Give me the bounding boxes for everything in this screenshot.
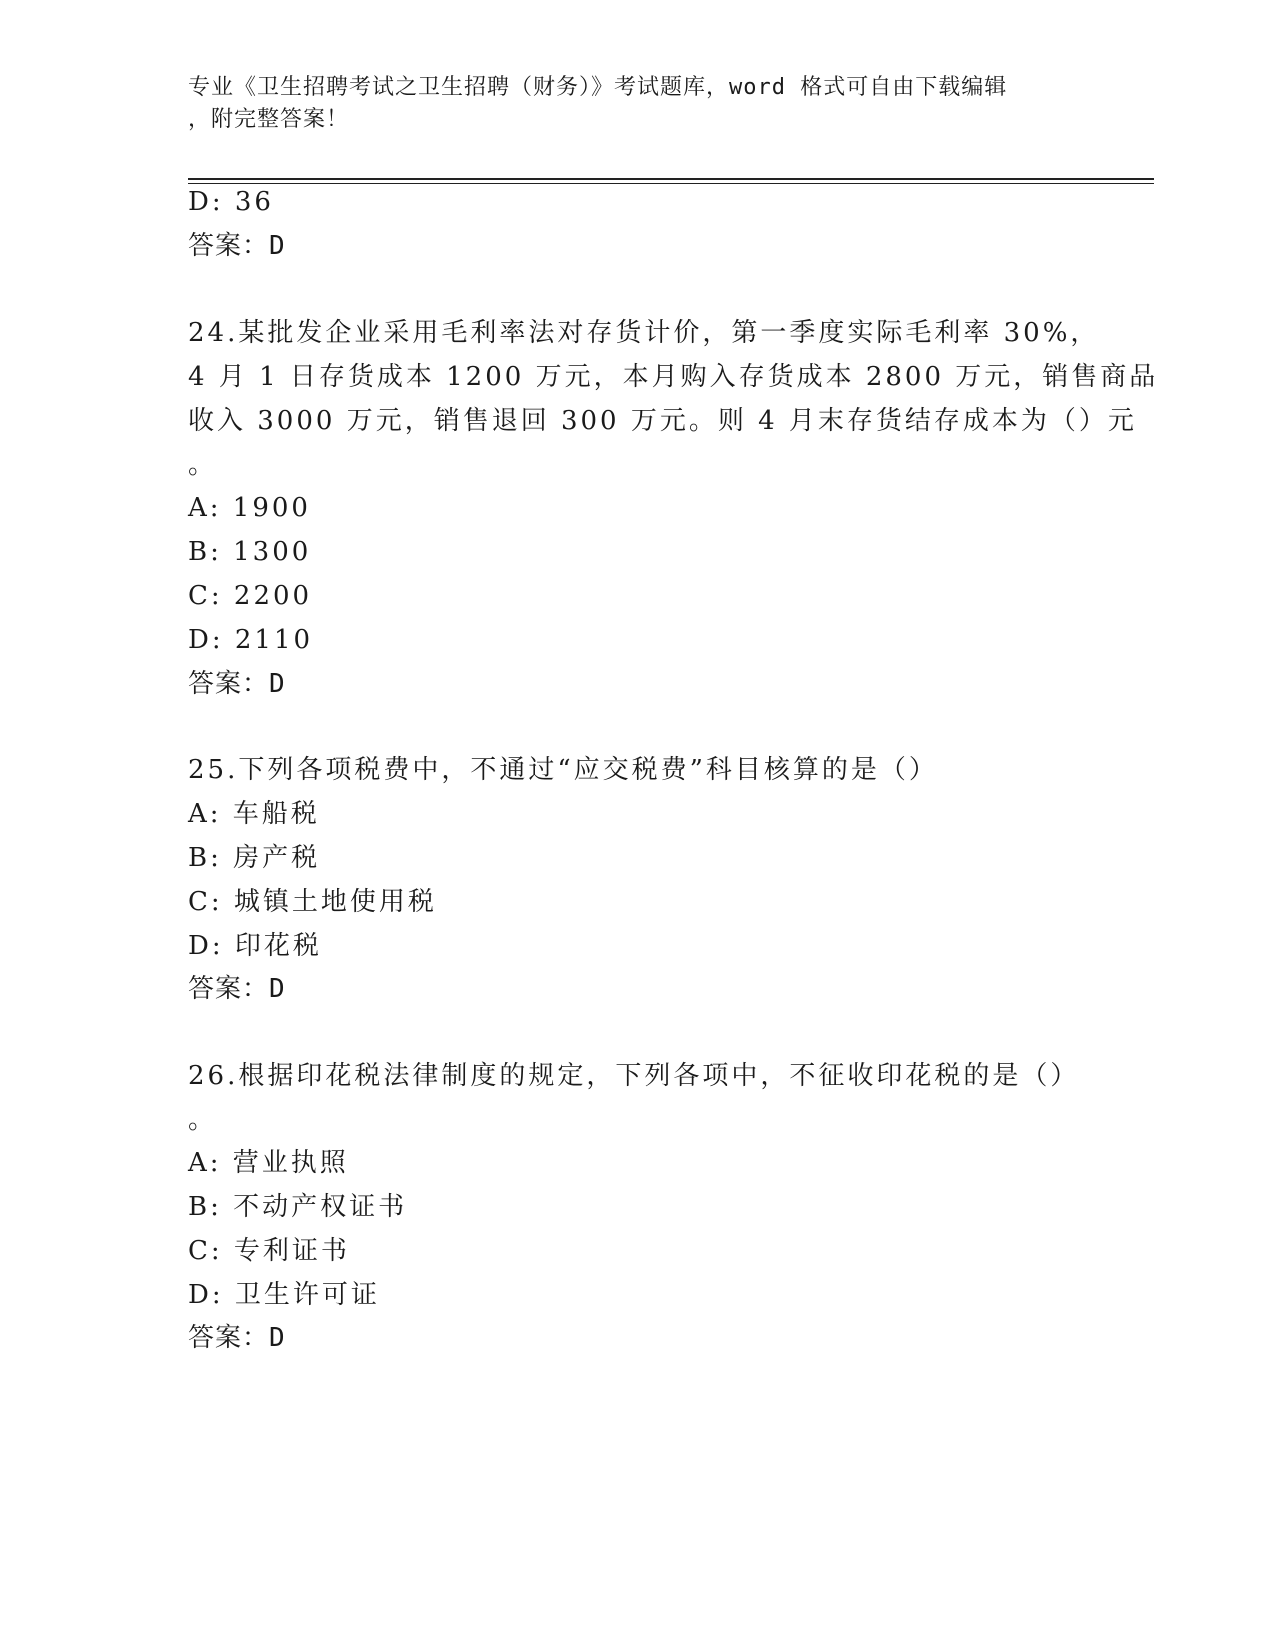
q26-stem-line-1: 26.根据印花税法律制度的规定，下列各项中，不征收印花税的是（） bbox=[188, 1061, 1080, 1091]
header-line-1: 专业《卫生招聘考试之卫生招聘（财务）》考试题库，word 格式可自由下载编辑 bbox=[188, 75, 1008, 100]
q25-answer: 答案：D bbox=[188, 974, 286, 1004]
q24-stem-line-3: 收入 3000 万元，销售退回 300 万元。则 4 月末存货结存成本为（）元 bbox=[188, 406, 1137, 436]
q25-option-c: C: 城镇土地使用税 bbox=[188, 887, 437, 917]
q26-option-d: D: 卫生许可证 bbox=[188, 1280, 380, 1310]
q25-option-b: B: 房产税 bbox=[188, 843, 321, 873]
q24-option-b: B: 1300 bbox=[188, 537, 312, 567]
q26-stem-line-2: 。 bbox=[188, 1105, 218, 1135]
prev-option-d: D: 36 bbox=[188, 187, 274, 217]
header-line-2: ，附完整答案！ bbox=[188, 107, 350, 132]
header-divider-thin bbox=[188, 183, 1154, 184]
q26-option-a: A: 营业执照 bbox=[188, 1148, 349, 1178]
header-divider-thick bbox=[188, 178, 1154, 180]
q24-option-d: D: 2110 bbox=[188, 625, 314, 655]
q24-option-c: C: 2200 bbox=[188, 581, 313, 611]
q24-stem-line-1: 24.某批发企业采用毛利率法对存货计价，第一季度实际毛利率 30%， bbox=[188, 318, 1100, 348]
q26-option-b: B: 不动产权证书 bbox=[188, 1192, 408, 1222]
q26-option-c: C: 专利证书 bbox=[188, 1236, 350, 1266]
q25-option-a: A: 车船税 bbox=[188, 799, 320, 829]
q24-option-a: A: 1900 bbox=[188, 493, 311, 523]
document-header bbox=[188, 72, 1088, 136]
q24-stem-line-4: 。 bbox=[188, 450, 218, 480]
q24-answer: 答案：D bbox=[188, 669, 286, 699]
prev-answer: 答案：D bbox=[188, 231, 286, 261]
q24-stem-line-2: 4 月 1 日存货成本 1200 万元，本月购入存货成本 2800 万元，销售商品 bbox=[188, 362, 1159, 392]
q26-answer: 答案：D bbox=[188, 1323, 286, 1353]
q25-option-d: D: 印花税 bbox=[188, 931, 322, 961]
q25-stem-line-1: 25.下列各项税费中，不通过“应交税费”科目核算的是（） bbox=[188, 755, 938, 785]
